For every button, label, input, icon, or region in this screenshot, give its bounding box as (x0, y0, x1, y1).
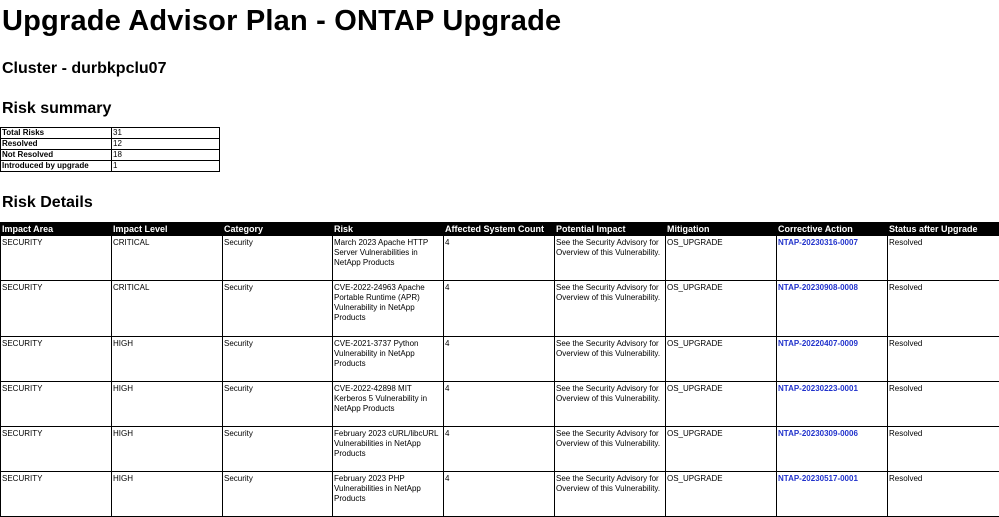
table-row (1, 382, 999, 427)
cell-status: Resolved (888, 382, 999, 427)
cell-risk: February 2023 cURL/libcURL Vulnerabilities in NetApp Products (333, 427, 444, 472)
cell-impact-level: HIGH (112, 427, 223, 472)
cell-impact-level: CRITICAL (112, 236, 223, 281)
cell-potential-impact: See the Security Advisory for Overview of this Vulnerability. (555, 236, 666, 281)
cell-category: Security (223, 427, 333, 472)
summary-row (1, 161, 220, 172)
summary-value: 12 (112, 139, 220, 150)
cell-mitigation: OS_UPGRADE (666, 337, 777, 382)
risk-summary-heading: Risk summary (2, 99, 111, 119)
cell-status: Resolved (888, 472, 999, 517)
cell-affected-system-count: 4 (444, 337, 555, 382)
cell-status: Resolved (888, 427, 999, 472)
summary-value: 1 (112, 161, 220, 172)
summary-value: 31 (112, 128, 220, 139)
cell-impact-level: HIGH (112, 337, 223, 382)
cell-risk: CVE-2022-42898 MIT Kerberos 5 Vulnerability in NetApp Products (333, 382, 444, 427)
cell-potential-impact: See the Security Advisory for Overview of this Vulnerability. (555, 472, 666, 517)
summary-value: 18 (112, 150, 220, 161)
table-row (1, 236, 999, 281)
cell-impact-area: SECURITY (1, 281, 112, 337)
column-header-impact-area: Impact Area (1, 223, 112, 236)
cell-impact-level: HIGH (112, 472, 223, 517)
column-header-risk: Risk (333, 223, 444, 236)
cell-status: Resolved (888, 236, 999, 281)
cell-mitigation: OS_UPGRADE (666, 281, 777, 337)
cell-mitigation: OS_UPGRADE (666, 427, 777, 472)
cell-category: Security (223, 236, 333, 281)
cell-corrective-action (777, 337, 888, 382)
cell-category: Security (223, 281, 333, 337)
summary-label: Resolved (1, 139, 112, 150)
column-header-corrective-action: Corrective Action (777, 223, 888, 236)
cell-category: Security (223, 337, 333, 382)
cell-potential-impact: See the Security Advisory for Overview of this Vulnerability. (555, 382, 666, 427)
corrective-action-link[interactable]: NTAP-20230908-0008 (778, 283, 858, 292)
cell-corrective-action (777, 281, 888, 337)
cell-mitigation: OS_UPGRADE (666, 472, 777, 517)
cell-impact-level: HIGH (112, 382, 223, 427)
corrective-action-link[interactable]: NTAP-20220407-0009 (778, 339, 858, 348)
corrective-action-link[interactable]: NTAP-20230316-0007 (778, 238, 858, 247)
cell-category: Security (223, 472, 333, 517)
cell-status: Resolved (888, 337, 999, 382)
table-header-row (1, 223, 999, 236)
summary-label: Introduced by upgrade (1, 161, 112, 172)
risk-summary-table (0, 127, 220, 172)
cluster-heading: Cluster - durbkpclu07 (2, 59, 166, 79)
cell-risk: March 2023 Apache HTTP Server Vulnerabilities in NetApp Products (333, 236, 444, 281)
column-header-affected-system-count: Affected System Count (444, 223, 555, 236)
column-header-category: Category (223, 223, 333, 236)
cell-affected-system-count: 4 (444, 236, 555, 281)
cell-mitigation: OS_UPGRADE (666, 236, 777, 281)
cell-impact-level: CRITICAL (112, 281, 223, 337)
cell-status: Resolved (888, 281, 999, 337)
corrective-action-link[interactable]: NTAP-20230517-0001 (778, 474, 858, 483)
cell-corrective-action (777, 236, 888, 281)
column-header-mitigation: Mitigation (666, 223, 777, 236)
cell-risk: February 2023 PHP Vulnerabilities in NetApp Products (333, 472, 444, 517)
cell-category: Security (223, 382, 333, 427)
column-header-status-after-upgrade: Status after Upgrade (888, 223, 999, 236)
table-row (1, 427, 999, 472)
table-row (1, 337, 999, 382)
cell-potential-impact: See the Security Advisory for Overview of this Vulnerability. (555, 337, 666, 382)
risk-details-table (0, 222, 999, 517)
cell-affected-system-count: 4 (444, 472, 555, 517)
cell-affected-system-count: 4 (444, 382, 555, 427)
cell-mitigation: OS_UPGRADE (666, 382, 777, 427)
cell-risk: CVE-2021-3737 Python Vulnerability in NetApp Products (333, 337, 444, 382)
cell-impact-area: SECURITY (1, 236, 112, 281)
cell-affected-system-count: 4 (444, 427, 555, 472)
table-row (1, 281, 999, 337)
summary-row (1, 128, 220, 139)
column-header-potential-impact: Potential Impact (555, 223, 666, 236)
cell-corrective-action (777, 382, 888, 427)
cell-impact-area: SECURITY (1, 382, 112, 427)
cell-impact-area: SECURITY (1, 427, 112, 472)
corrective-action-link[interactable]: NTAP-20230309-0006 (778, 429, 858, 438)
table-row (1, 472, 999, 517)
summary-label: Total Risks (1, 128, 112, 139)
cell-affected-system-count: 4 (444, 281, 555, 337)
cell-potential-impact: See the Security Advisory for Overview of this Vulnerability. (555, 427, 666, 472)
summary-row (1, 139, 220, 150)
risk-details-heading: Risk Details (2, 193, 93, 213)
summary-row (1, 150, 220, 161)
cell-corrective-action (777, 472, 888, 517)
cell-impact-area: SECURITY (1, 472, 112, 517)
cell-corrective-action (777, 427, 888, 472)
cell-potential-impact: See the Security Advisory for Overview of this Vulnerability. (555, 281, 666, 337)
corrective-action-link[interactable]: NTAP-20230223-0001 (778, 384, 858, 393)
page-title: Upgrade Advisor Plan - ONTAP Upgrade (2, 2, 561, 40)
column-header-impact-level: Impact Level (112, 223, 223, 236)
cell-risk: CVE-2022-24963 Apache Portable Runtime (APR) Vulnerability in NetApp Products (333, 281, 444, 337)
cell-impact-area: SECURITY (1, 337, 112, 382)
summary-label: Not Resolved (1, 150, 112, 161)
